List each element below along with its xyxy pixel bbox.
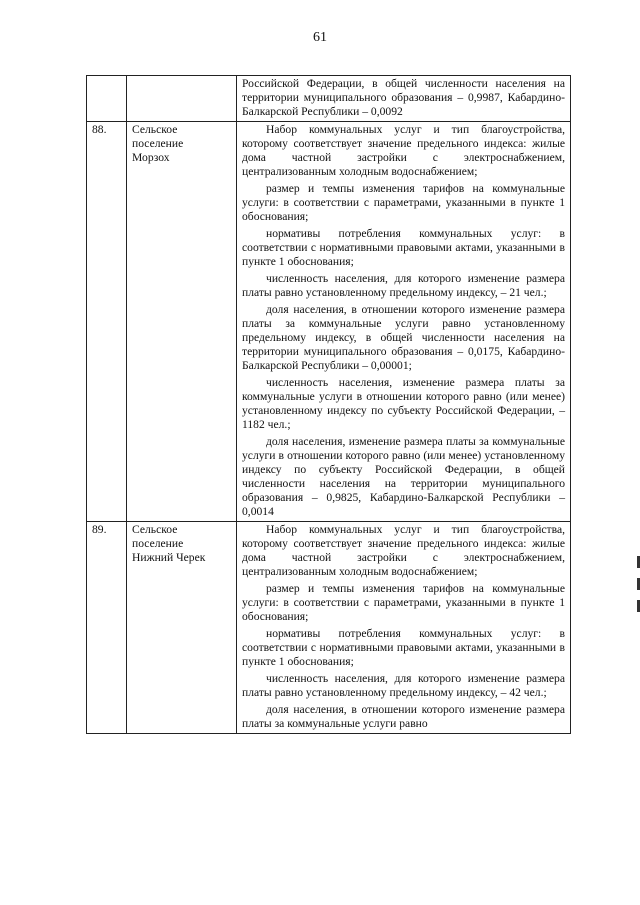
row-number: 88. bbox=[87, 122, 127, 522]
row-number: 89. bbox=[87, 522, 127, 734]
description-paragraph: размер и темпы изменения тарифов на коммунальные услуги: в соответствии с параметрами, указанными в пункте 1 обоснования; bbox=[242, 582, 565, 623]
description-cell bbox=[237, 122, 571, 522]
settlement-name-line: Сельское bbox=[132, 523, 178, 536]
settlement-name-line: поселение bbox=[132, 137, 184, 150]
description-paragraph: численность населения, для которого изменение размера платы равно установленному предельному индексу, – 21 чел.; bbox=[242, 272, 565, 299]
description-paragraph: размер и темпы изменения тарифов на коммунальные услуги: в соответствии с параметрами, указанными в пункте 1 обоснования; bbox=[242, 182, 565, 223]
description-paragraph: численность населения, для которого изменение размера платы равно установленному предельному индексу, – 42 чел.; bbox=[242, 672, 565, 699]
settlement-name-cell bbox=[127, 522, 237, 734]
settlement-name-line: Морзох bbox=[132, 151, 170, 164]
settlement-name-cell bbox=[127, 122, 237, 522]
description-paragraph: Набор коммунальных услуг и тип благоустройства, которому соответствует значение предельного индекса: жилые дома частной застройки с электроснабжением, централизованным холодным водоснабжением; bbox=[242, 123, 565, 178]
settlement-name-line: поселение bbox=[132, 537, 184, 550]
description-paragraph: численность населения, изменение размера платы за коммунальные услуги в отношении которого равно (или менее) установленному индексу по субъекту Российской Федерации, – 1182 чел.; bbox=[242, 376, 565, 431]
table-row bbox=[87, 76, 571, 122]
description-paragraph: Российской Федерации, в общей численности населения на территории муниципального образования – 0,9987, Кабардино-Балкарской Республики – 0,0092 bbox=[242, 77, 565, 118]
table-body bbox=[87, 76, 571, 734]
description-paragraph: доля населения, изменение размера платы за коммунальные услуги в отношении которого равно (или менее) установленному индексу по субъекту Российской Федерации, в общей численности населения на территории муниципального образования – 0,9825, Кабардино-Балкарской Республики – 0,0014 bbox=[242, 435, 565, 518]
description-paragraph: доля населения, в отношении которого изменение размера платы за коммунальные услуги равно установленному предельному индексу, в общей численности населения на территории муниципального образования – 0,0175, Кабардино-Балкарской Республики – 0,00001; bbox=[242, 303, 565, 372]
settlement-name-cell bbox=[127, 76, 237, 122]
description-paragraph: нормативы потребления коммунальных услуг: в соответствии с нормативными правовыми актами, указанными в пункте 1 обоснования; bbox=[242, 227, 565, 268]
page-number: 61 bbox=[313, 30, 327, 45]
settlement-name-line: Нижний Черек bbox=[132, 551, 206, 564]
settlements-table bbox=[86, 75, 571, 734]
description-paragraph: Набор коммунальных услуг и тип благоустройства, которому соответствует значение предельного индекса: жилые дома частной застройки с электроснабжением, централизованным холодным водоснабжением; bbox=[242, 523, 565, 578]
description-cell bbox=[237, 522, 571, 734]
description-paragraph: нормативы потребления коммунальных услуг: в соответствии с нормативными правовыми актами, указанными в пункте 1 обоснования; bbox=[242, 627, 565, 668]
description-paragraph: доля населения, в отношении которого изменение размера платы за коммунальные услуги равно bbox=[242, 703, 565, 730]
row-number bbox=[87, 76, 127, 122]
table-row bbox=[87, 122, 571, 522]
settlement-name-line: Сельское bbox=[132, 123, 178, 136]
table-row bbox=[87, 522, 571, 734]
description-cell bbox=[237, 76, 571, 122]
